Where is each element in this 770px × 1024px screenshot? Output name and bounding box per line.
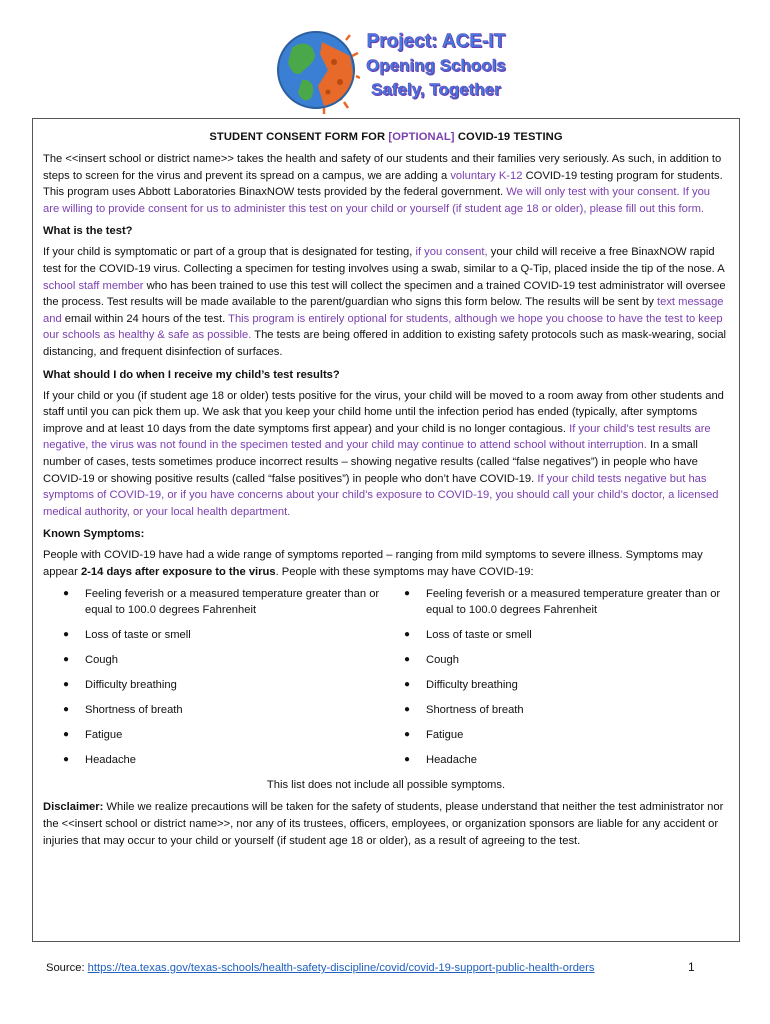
- list-item: [63, 586, 388, 627]
- symptom-text: Shortness of breath: [426, 704, 524, 717]
- list-item: [404, 727, 729, 752]
- what-text-d: school staff member: [43, 279, 144, 292]
- symptom-text: Headache: [85, 754, 137, 767]
- list-item: [404, 752, 729, 777]
- results-text-a: If your child or you (if student age 18 or older) tests positive for the virus, your child will be moved to a room away from other students and staff until you can pick them up. We ask that you keep your child home until the infection period has ended (typically, after symptoms improve and at least 10 days from the date symptoms first appear) and your child is no longer contagious.: [43, 389, 724, 435]
- bullet-icon: ●: [63, 588, 70, 600]
- project-title-line2: Opening Schools: [366, 56, 506, 75]
- symptom-text: Shortness of breath: [85, 704, 183, 717]
- disclaimer-label: Disclaimer:: [43, 801, 104, 814]
- globe-virus-logo-icon: [272, 26, 360, 114]
- list-item: [63, 752, 388, 777]
- symptoms-heading: Known Symptoms:: [43, 528, 145, 541]
- what-text-a: If your child is symptomatic or part of a group that is designated for testing,: [43, 246, 416, 259]
- symptom-text: Loss of taste or smell: [85, 629, 191, 642]
- results-heading: What should I do when I receive my child’s test results?: [43, 368, 340, 381]
- form-title-optional: [OPTIONAL]: [388, 131, 455, 143]
- list-item: [404, 702, 729, 727]
- bullet-icon: ●: [404, 654, 411, 666]
- bullet-icon: ●: [63, 754, 70, 766]
- what-paragraph: [43, 244, 729, 360]
- what-text-g: email within 24 hours of the test.: [61, 312, 229, 325]
- list-item: [63, 702, 388, 727]
- project-title-line3: Safely, Together: [371, 80, 501, 99]
- bullet-icon: ●: [404, 704, 411, 716]
- list-item: [404, 627, 729, 652]
- symptom-text: Fatigue: [85, 729, 123, 742]
- list-item: [404, 652, 729, 677]
- form-title-suffix: COVID-19 TESTING: [454, 131, 563, 143]
- results-text-d: If your child tests negative but has symptoms of COVID-19, or if you have concerns about your child’s exposure to COVID-19, you should call your child’s doctor, a licensed medical authority, or your local health department.: [43, 472, 719, 518]
- project-header: [272, 26, 512, 112]
- list-item: [63, 652, 388, 677]
- symptoms-intro-c: . People with these symptoms may have COVID-19:: [275, 565, 534, 578]
- bullet-icon: ●: [404, 754, 411, 766]
- bullet-icon: ●: [404, 629, 411, 641]
- what-text-i: The tests are being offered in addition to existing safety protocols such as mask-wearing, social distancing, and frequent disinfection of surfaces.: [43, 329, 727, 358]
- symptom-text: Loss of taste or smell: [426, 629, 532, 642]
- symptom-text: Fatigue: [426, 729, 464, 742]
- page-number: 1: [688, 960, 695, 974]
- what-text-f: text message and: [43, 296, 724, 325]
- bullet-icon: ●: [63, 629, 70, 641]
- what-text-b: if you consent,: [415, 246, 488, 259]
- symptom-text: Difficulty breathing: [85, 679, 177, 692]
- project-title: [356, 30, 516, 102]
- symptoms-intro-a: People with COVID-19 have had a wide range of symptoms reported – ranging from mild symptoms to severe illness. Symptoms may appear: [43, 549, 703, 578]
- bullet-icon: ●: [404, 679, 411, 691]
- intro-text-c: COVID-19 testing program for students. This program uses Abbott Laboratories BinaxNOW tests provided by the federal government.: [43, 169, 723, 199]
- results-paragraph: [43, 388, 729, 521]
- bullet-icon: ●: [63, 704, 70, 716]
- consent-form: [32, 118, 740, 942]
- symptom-text: Headache: [426, 754, 478, 767]
- footer-source: [46, 962, 706, 974]
- symptom-text: Cough: [85, 654, 118, 667]
- list-item: [63, 627, 388, 652]
- symptom-text: Feeling feverish or a measured temperature greater than or equal to 100.0 degrees Fahrenheit: [426, 588, 721, 617]
- bullet-icon: ●: [404, 588, 411, 600]
- what-text-h: This program is entirely optional for students, although we hope you choose to have the test to keep our schools as healthy & safe as possible.: [43, 312, 723, 342]
- list-item: [404, 586, 729, 627]
- intro-paragraph: [43, 151, 729, 217]
- intro-text-b: voluntary K-12: [450, 169, 523, 182]
- bullet-icon: ●: [63, 729, 70, 741]
- bullet-icon: ●: [63, 679, 70, 691]
- intro-text-d: We will only test with your consent. If you are willing to provide consent for us to administer this test on your child or yourself (if student age 18 or older), please fill out this form.: [43, 186, 711, 215]
- symptoms-list: [43, 586, 729, 777]
- list-item: [63, 727, 388, 752]
- source-link[interactable]: https://tea.texas.gov/texas-schools/health-safety-discipline/covid/covid-19-support-public-health-orders: [87, 962, 595, 974]
- what-text-c: your child will receive a free BinaxNOW rapid test for the COVID-19 virus. Collecting a specimen for testing involves using a swab, similar to a Q-Tip, placed inside the tip of the nose. A: [43, 246, 725, 275]
- disclaimer-text: While we realize precautions will be taken for the safety of students, please understand that neither the test administrator nor the <<insert school or district name>>, nor any of its trustees, officers, employees, or organization sponsors are liable for any accident or injuries that may occur to your child or yourself (if student age 18 or older), as a result of agreeing to the test.: [43, 801, 724, 847]
- list-item: [404, 677, 729, 702]
- source-label: Source:: [46, 962, 88, 974]
- intro-text-a: The <<insert school or district name>> takes the health and safety of our students and their families very seriously. As such, in addition to steps to screen for the virus and prevent its spread on a campus, we are adding a: [43, 153, 722, 182]
- symptoms-intro-b: 2-14 days after exposure to the virus: [80, 565, 276, 578]
- symptom-text: Difficulty breathing: [426, 679, 518, 692]
- form-title-prefix: STUDENT CONSENT FORM FOR: [209, 131, 389, 143]
- results-text-c: In a small number of cases, tests sometimes produce incorrect results – showing negative results (called “false negatives”) in people who have COVID-19 or showing positive results (called “false positives”) in people who don’t have COVID-19.: [43, 439, 698, 485]
- what-heading: What is the test?: [43, 225, 133, 238]
- symptoms-intro: [43, 547, 729, 580]
- disclaimer-paragraph: [43, 799, 729, 849]
- list-item: [63, 677, 388, 702]
- symptom-text: Cough: [426, 654, 459, 667]
- symptom-text: Feeling feverish or a measured temperature greater than or equal to 100.0 degrees Fahrenheit: [85, 588, 380, 617]
- bullet-icon: ●: [404, 729, 411, 741]
- results-text-b: If your child’s test results are negative, the virus was not found in the specimen tested and your child may continue to attend school without interruption.: [43, 422, 711, 452]
- project-title-line1: Project: ACE-IT: [366, 31, 506, 52]
- bullet-icon: ●: [63, 654, 70, 666]
- form-title: [43, 131, 729, 143]
- what-text-e: who has been trained to use this test will collect the specimen and a trained COVID-19 test administrator will oversee the process. Test results will be made available to the parent/guardian who signs this form below. The results will be sent by: [43, 279, 726, 309]
- symptoms-note: This list does not include all possible symptoms.: [266, 779, 506, 792]
